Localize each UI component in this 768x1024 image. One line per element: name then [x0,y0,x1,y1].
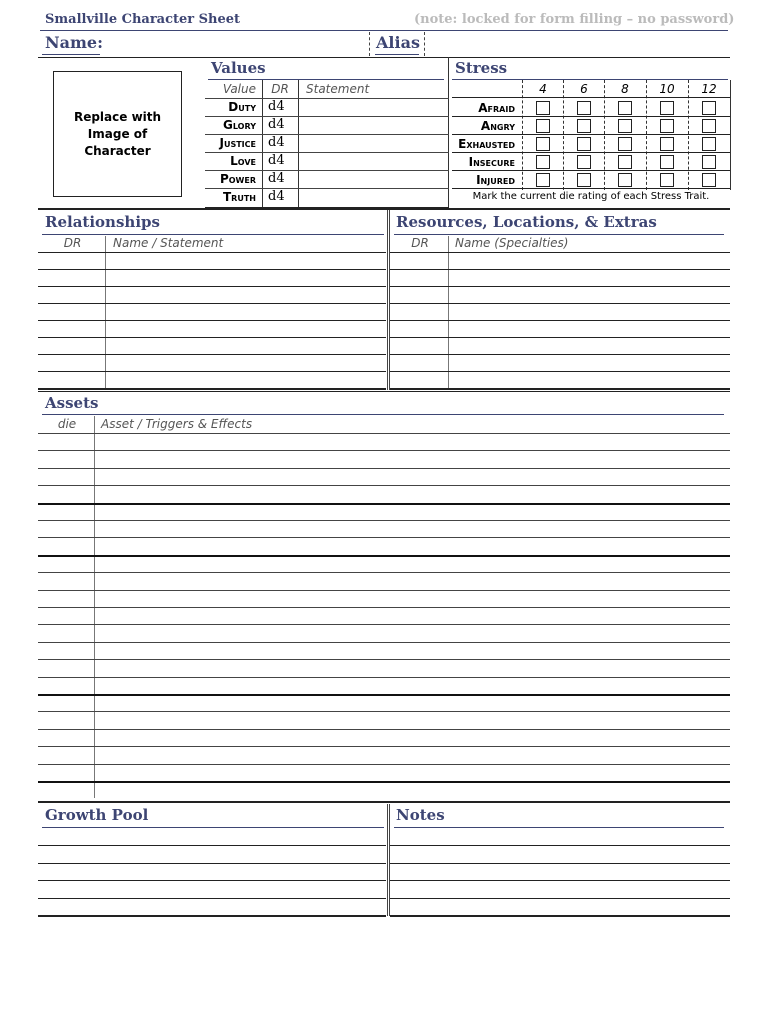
relationship-dr-field[interactable] [40,355,104,370]
asset-description-field[interactable] [97,660,727,675]
asset-die-field[interactable] [40,695,92,710]
relationship-statement-field[interactable] [107,270,385,285]
asset-die-field[interactable] [40,573,92,588]
resource-name-field[interactable] [450,372,728,387]
resource-name-field[interactable] [450,355,728,370]
value-name: Truth [223,190,256,204]
asset-description-field[interactable] [97,695,727,710]
stress-checkbox[interactable] [536,173,550,187]
asset-description-field[interactable] [97,486,727,501]
stress-checkbox[interactable] [702,173,716,187]
notes-field[interactable] [392,881,728,896]
asset-description-field[interactable] [97,573,727,588]
asset-description-field[interactable] [97,730,727,745]
asset-description-field[interactable] [97,712,727,727]
stress-checkbox[interactable] [577,101,591,115]
resource-name-field[interactable] [450,338,728,353]
value-statement-field[interactable] [302,189,448,206]
assets-col-name: Asset / Triggers & Effects [101,417,253,431]
value-name: Duty [228,100,256,114]
character-portrait-placeholder[interactable] [53,71,182,197]
asset-description-field[interactable] [97,591,727,606]
notes-field[interactable] [392,899,728,914]
stress-checkbox[interactable] [618,173,632,187]
stress-trait-label: Injured [476,173,515,187]
resource-dr-field[interactable] [392,355,447,370]
notes-field[interactable] [392,864,728,879]
values-col-dr: DR [271,82,289,96]
asset-description-field[interactable] [97,747,727,762]
asset-description-field[interactable] [97,765,727,780]
asset-description-field[interactable] [97,556,727,571]
name-field[interactable] [104,33,366,55]
value-statement-field[interactable] [302,171,448,188]
asset-description-field[interactable] [97,521,727,536]
resource-name-field[interactable] [450,270,728,285]
value-name: Power [219,172,256,186]
value-name: Love [230,154,256,168]
relationship-statement-field[interactable] [107,321,385,336]
resource-dr-field[interactable] [392,270,447,285]
stress-checkbox[interactable] [702,119,716,133]
stress-checkbox[interactable] [536,119,550,133]
stress-title: Stress [455,59,508,77]
stress-die-header: 10 [659,82,675,96]
stress-checkbox[interactable] [536,155,550,169]
stress-checkbox[interactable] [702,137,716,151]
values-title: Values [211,59,266,77]
resource-name-field[interactable] [450,287,728,302]
value-dr[interactable]: d4 [268,99,285,114]
resource-name-field[interactable] [450,253,728,268]
stress-footer: Mark the current die rating of each Stress Trait. [472,191,710,202]
asset-die-field[interactable] [40,643,92,658]
value-dr[interactable]: d4 [268,117,285,132]
resources-col-name: Name (Specialties) [455,236,569,250]
relationship-statement-field[interactable] [107,355,385,370]
relationship-dr-field[interactable] [40,321,104,336]
assets-col-die: die [57,417,77,431]
value-statement-field[interactable] [302,153,448,170]
stress-trait-label: Angry [480,119,515,133]
stress-checkbox[interactable] [660,137,674,151]
alias-field[interactable] [430,33,724,55]
relationship-statement-field[interactable] [107,253,385,268]
name-label: Name: [45,33,104,52]
stress-checkbox[interactable] [660,119,674,133]
value-dr[interactable]: d4 [268,171,285,186]
value-dr[interactable]: d4 [268,153,285,168]
stress-trait-label: Exhausted [458,137,515,151]
asset-die-field[interactable] [40,538,92,553]
stress-die-header: 8 [621,82,629,96]
relationship-dr-field[interactable] [40,287,104,302]
resource-dr-field[interactable] [392,304,447,319]
stress-checkbox[interactable] [577,119,591,133]
asset-die-field[interactable] [40,556,92,571]
resource-dr-field[interactable] [392,338,447,353]
asset-die-field[interactable] [40,591,92,606]
growth-pool-field[interactable] [40,846,384,861]
resources-title: Resources, Locations, & Extras [396,213,657,231]
stress-checkbox[interactable] [702,101,716,115]
resource-name-field[interactable] [450,304,728,319]
resources-col-dr: DR [411,236,429,250]
asset-description-field[interactable] [97,451,727,466]
portrait-placeholder-text: Replace with Image of Character [73,109,162,158]
relationship-statement-field[interactable] [107,338,385,353]
stress-checkbox[interactable] [536,101,550,115]
asset-description-field[interactable] [97,504,727,519]
value-dr[interactable]: d4 [268,189,285,204]
relationships-title: Relationships [45,213,160,231]
asset-description-field[interactable] [97,538,727,553]
stress-checkbox[interactable] [536,137,550,151]
stress-checkbox[interactable] [618,137,632,151]
stress-checkbox[interactable] [577,173,591,187]
stress-checkbox[interactable] [618,119,632,133]
asset-die-field[interactable] [40,660,92,675]
notes-field[interactable] [392,846,728,861]
stress-trait-label: Afraid [478,101,515,115]
relationship-dr-field[interactable] [40,253,104,268]
resource-name-field[interactable] [450,321,728,336]
asset-description-field[interactable] [97,469,727,484]
relationship-statement-field[interactable] [107,372,385,387]
stress-die-header: 4 [539,82,547,96]
relationship-statement-field[interactable] [107,304,385,319]
stress-checkbox[interactable] [660,155,674,169]
asset-die-field[interactable] [40,504,92,519]
values-col-statement: Statement [306,82,370,96]
asset-die-field[interactable] [40,486,92,501]
assets-title: Assets [45,394,99,412]
asset-die-field[interactable] [40,747,92,762]
relationship-dr-field[interactable] [40,372,104,387]
stress-checkbox[interactable] [660,101,674,115]
resource-dr-field[interactable] [392,321,447,336]
notes-title: Notes [396,806,445,824]
value-name: Glory [223,118,256,132]
asset-die-field[interactable] [40,608,92,623]
asset-description-field[interactable] [97,434,727,449]
resource-dr-field[interactable] [392,372,447,387]
value-statement-field[interactable] [302,99,448,116]
value-statement-field[interactable] [302,135,448,152]
resource-dr-field[interactable] [392,287,447,302]
relationships-col-name: Name / Statement [113,236,224,250]
form-note: (note: locked for form filling – no password) [414,12,735,27]
asset-die-field[interactable] [40,712,92,727]
sheet-title: Smallville Character Sheet [45,12,241,27]
stress-checkbox[interactable] [660,173,674,187]
value-statement-field[interactable] [302,117,448,134]
values-col-value: Value [222,82,256,96]
growth-pool-field[interactable] [40,881,384,896]
asset-die-field[interactable] [40,730,92,745]
stress-checkbox[interactable] [618,155,632,169]
asset-description-field[interactable] [97,608,727,623]
resource-dr-field[interactable] [392,253,447,268]
asset-die-field[interactable] [40,469,92,484]
stress-checkbox[interactable] [618,101,632,115]
relationships-col-dr: DR [63,236,82,250]
asset-die-field[interactable] [40,765,92,780]
asset-die-field[interactable] [40,451,92,466]
value-dr[interactable]: d4 [268,135,285,150]
relationship-dr-field[interactable] [40,338,104,353]
growth-pool-field[interactable] [40,864,384,879]
stress-checkbox[interactable] [577,137,591,151]
alias-label: Alias [376,33,420,52]
stress-die-header: 12 [701,82,717,96]
relationship-dr-field[interactable] [40,304,104,319]
asset-description-field[interactable] [97,625,727,640]
stress-checkbox[interactable] [702,155,716,169]
asset-die-field[interactable] [40,678,92,693]
relationship-dr-field[interactable] [40,270,104,285]
stress-checkbox[interactable] [577,155,591,169]
asset-description-field[interactable] [97,678,727,693]
stress-die-header: 6 [580,82,588,96]
stress-trait-label: Insecure [468,155,515,169]
asset-description-field[interactable] [97,643,727,658]
value-name: Justice [219,136,256,150]
relationship-statement-field[interactable] [107,287,385,302]
asset-die-field[interactable] [40,521,92,536]
growth-pool-field[interactable] [40,899,384,914]
growth-pool-title: Growth Pool [45,806,149,824]
asset-die-field[interactable] [40,625,92,640]
asset-die-field[interactable] [40,434,92,449]
